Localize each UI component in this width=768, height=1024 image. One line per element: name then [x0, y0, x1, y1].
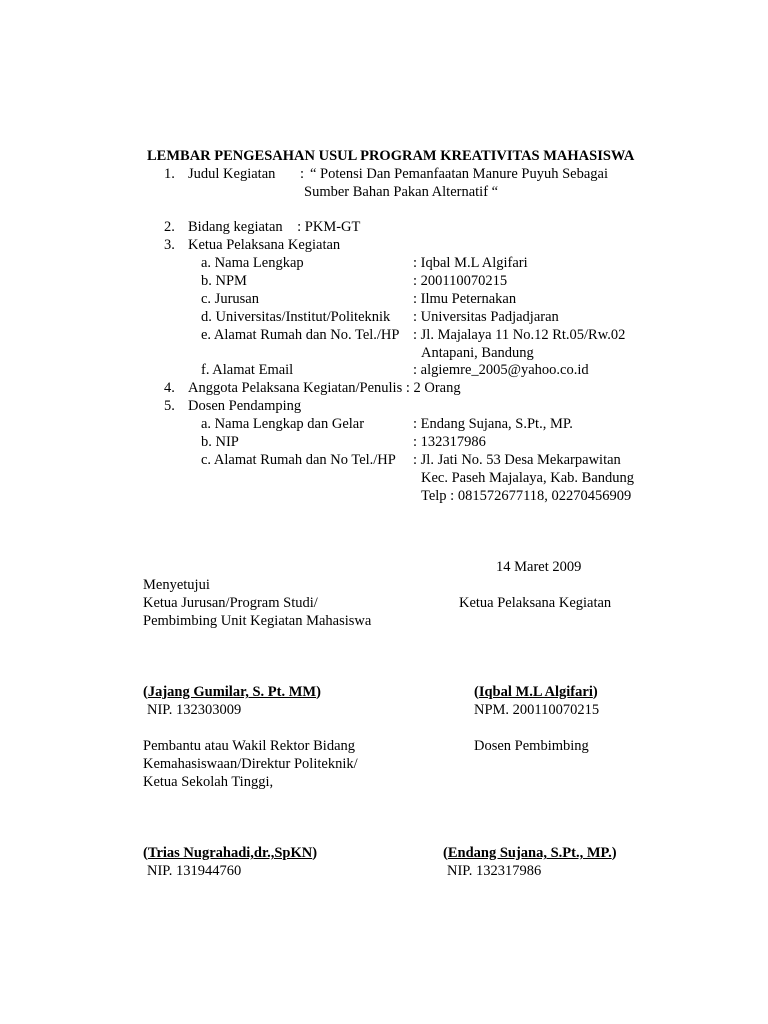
signatory-id: NIP. 131944760: [147, 863, 242, 879]
approval-left-line2: Ketua Jurusan/Program Studi/: [143, 595, 318, 611]
field-value: : 132317986: [413, 434, 486, 450]
signatory-name-text: Iqbal M.L Algifari: [478, 684, 593, 700]
field-label: e. Alamat Rumah dan No. Tel./HP: [201, 327, 400, 343]
field-label: f. Alamat Email: [201, 362, 294, 378]
approval-right-line1: Ketua Pelaksana Kegiatan: [459, 595, 612, 611]
field-value: : Jl. Majalaya 11 No.12 Rt.05/Rw.02: [413, 327, 626, 343]
field-label: a. Nama Lengkap dan Gelar: [201, 416, 365, 432]
field-value: : Jl. Jati No. 53 Desa Mekarpawitan: [413, 452, 621, 468]
signatory-name-text: Jajang Gumilar, S. Pt. MM: [147, 684, 317, 700]
field-value: : algiemre_2005@yahoo.co.id: [413, 362, 589, 378]
document-date: 14 Maret 2009: [496, 559, 582, 575]
field-label: a. Nama Lengkap: [201, 255, 304, 271]
field-value-cont: Telp : 081572677118, 02270456909: [421, 488, 632, 504]
field-label: b. NPM: [201, 273, 247, 289]
approval2-left-line1: Pembantu atau Wakil Rektor Bidang: [143, 738, 355, 754]
ketua-heading: Ketua Pelaksana Kegiatan: [188, 237, 341, 253]
signatory-name-text: Endang Sujana, S.Pt., MP.: [447, 845, 612, 861]
document-title: LEMBAR PENGESAHAN USUL PROGRAM KREATIVITAS MAHASISWA: [147, 148, 635, 164]
approval-left-line1: Menyetujui: [143, 577, 210, 593]
signatory-name: (Iqbal M.L Algifari): [474, 684, 598, 700]
signatory-id: NIP. 132303009: [147, 702, 242, 718]
signatory-name-text: Trias Nugrahadi,dr.,SpKN: [147, 845, 313, 861]
approval2-left-line2: Kemahasiswaan/Direktur Politeknik/: [143, 756, 358, 772]
approval-left-line3: Pembimbing Unit Kegiatan Mahasiswa: [143, 613, 372, 629]
signatory-name: (Jajang Gumilar, S. Pt. MM): [143, 684, 321, 700]
approval2-left-line3: Ketua Sekolah Tinggi,: [143, 774, 274, 790]
judul-separator: :: [300, 166, 305, 182]
field-value: : 200110070215: [413, 273, 508, 289]
judul-label: Judul Kegiatan: [188, 166, 276, 182]
signatory-id: NIP. 132317986: [447, 863, 542, 879]
field-value: : Universitas Padjadjaran: [413, 309, 559, 325]
item-number: 5.: [164, 398, 175, 414]
field-label: d. Universitas/Institut/Politeknik: [201, 309, 391, 325]
dosen-heading: Dosen Pendamping: [188, 398, 302, 414]
field-value-cont: Kec. Paseh Majalaya, Kab. Bandung: [421, 470, 635, 486]
item-number: 4.: [164, 380, 175, 396]
field-value: : Iqbal M.L Algifari: [413, 255, 528, 271]
field-label: c. Alamat Rumah dan No Tel./HP: [201, 452, 396, 468]
field-value-cont: Antapani, Bandung: [421, 345, 534, 361]
item-number: 2.: [164, 219, 175, 235]
field-label: b. NIP: [201, 434, 239, 450]
approval2-right-line1: Dosen Pembimbing: [474, 738, 589, 754]
field-value: : Ilmu Peternakan: [413, 291, 517, 307]
judul-value: “ Potensi Dan Pemanfaatan Manure Puyuh Sebagai: [310, 166, 608, 182]
signatory-name: (Trias Nugrahadi,dr.,SpKN): [143, 845, 318, 861]
field-value: : Endang Sujana, S.Pt., MP.: [413, 416, 573, 432]
bidang-kegiatan: Bidang kegiatan : PKM-GT: [188, 219, 361, 235]
item-number: 1.: [164, 166, 175, 182]
signatory-id: NPM. 200110070215: [474, 702, 600, 718]
field-label: c. Jurusan: [201, 291, 259, 307]
item-number: 3.: [164, 237, 175, 253]
anggota-pelaksana: Anggota Pelaksana Kegiatan/Penulis : 2 Orang: [188, 380, 461, 396]
judul-value-cont: Sumber Bahan Pakan Alternatif “: [304, 184, 499, 200]
signatory-name: (Endang Sujana, S.Pt., MP.): [443, 845, 617, 861]
